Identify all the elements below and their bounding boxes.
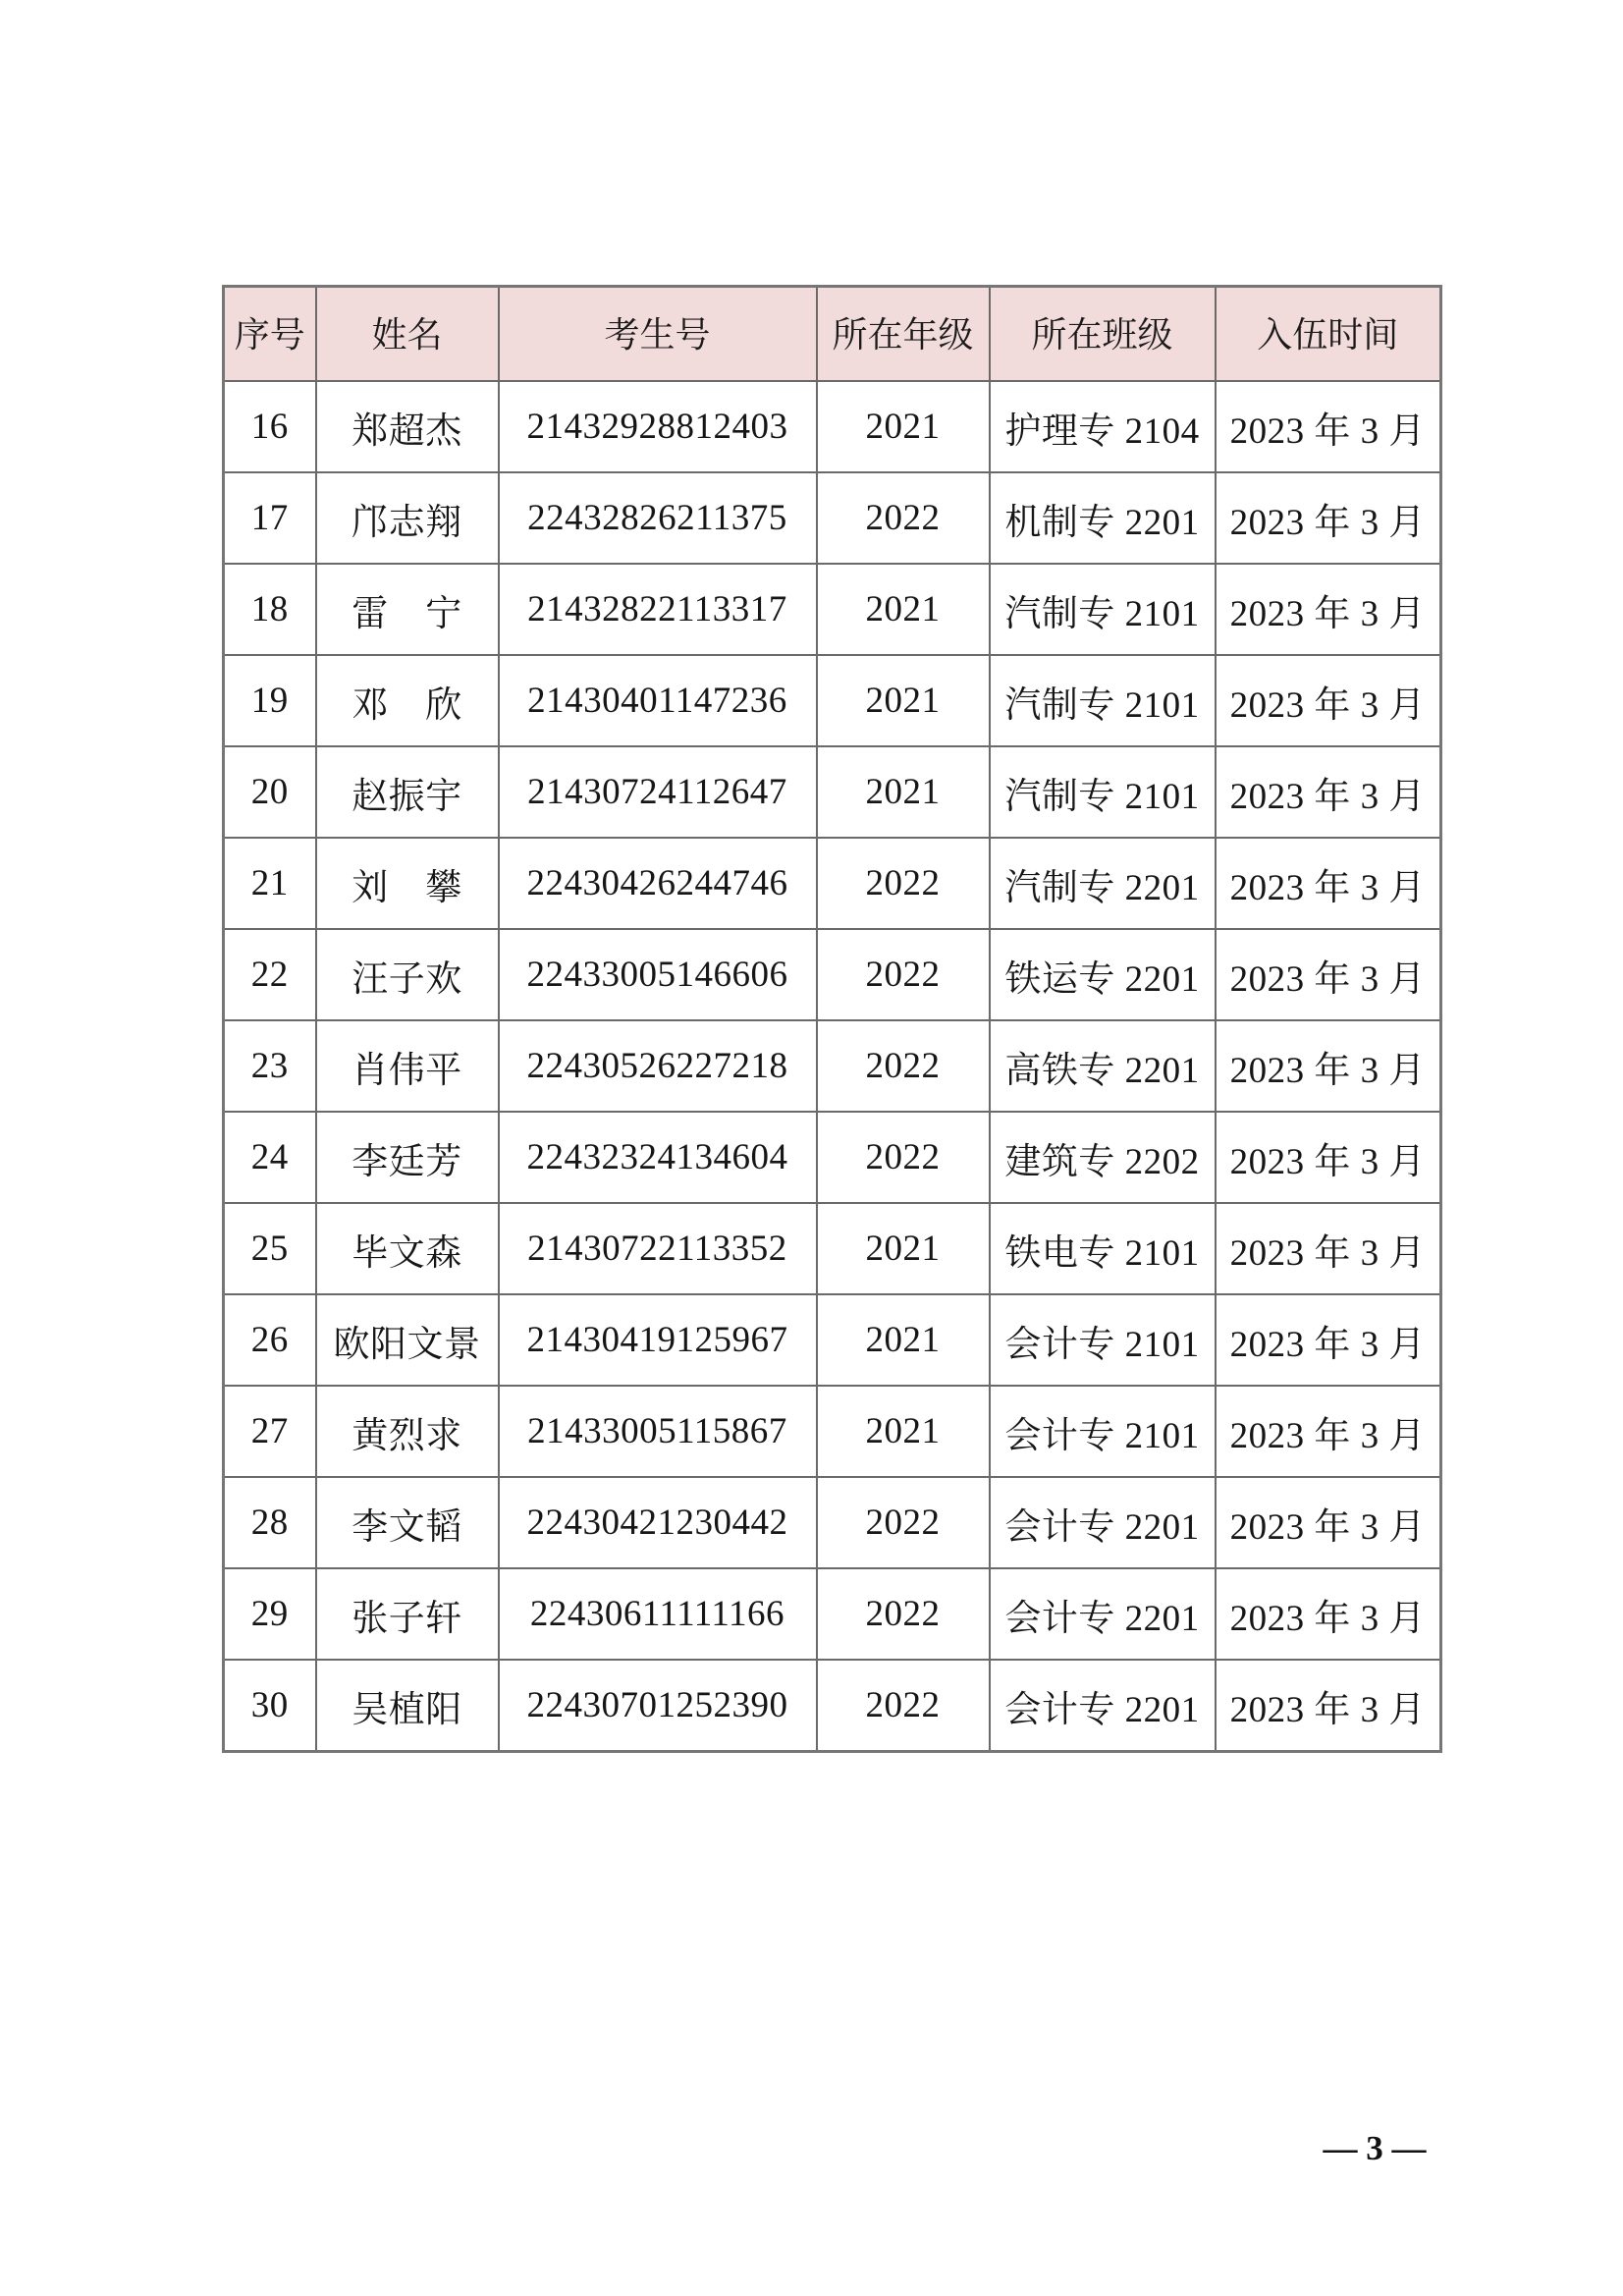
cell-grade: 2022	[817, 1568, 990, 1660]
cell-grade: 2022	[817, 1660, 990, 1752]
table-row	[224, 381, 1441, 472]
cell-enlist-date: 2023 年 3 月	[1216, 1477, 1441, 1568]
cell-no: 18	[224, 564, 316, 655]
cell-name: 毕文森	[316, 1203, 499, 1294]
cell-enlist-date: 2023 年 3 月	[1216, 746, 1441, 838]
cell-name: 刘 攀	[316, 838, 499, 929]
cell-name: 雷 宁	[316, 564, 499, 655]
cell-class-name: 会计专 2101	[990, 1386, 1216, 1477]
cell-grade: 2021	[817, 381, 990, 472]
cell-candidate-no: 21433005115867	[499, 1386, 817, 1477]
page-number: — 3 —	[1323, 2129, 1427, 2167]
cell-enlist-date: 2023 年 3 月	[1216, 838, 1441, 929]
table-row	[224, 472, 1441, 564]
cell-candidate-no: 21430724112647	[499, 746, 817, 838]
cell-enlist-date: 2023 年 3 月	[1216, 1660, 1441, 1752]
header-name: 姓名	[316, 287, 499, 382]
cell-class-name: 建筑专 2202	[990, 1112, 1216, 1203]
table-row	[224, 1112, 1441, 1203]
cell-name: 张子轩	[316, 1568, 499, 1660]
cell-candidate-no: 22430701252390	[499, 1660, 817, 1752]
cell-no: 24	[224, 1112, 316, 1203]
cell-enlist-date: 2023 年 3 月	[1216, 1386, 1441, 1477]
cell-grade: 2021	[817, 746, 990, 838]
cell-enlist-date: 2023 年 3 月	[1216, 1020, 1441, 1112]
cell-candidate-no: 21432822113317	[499, 564, 817, 655]
cell-class-name: 会计专 2201	[990, 1660, 1216, 1752]
cell-grade: 2021	[817, 655, 990, 746]
cell-class-name: 汽制专 2201	[990, 838, 1216, 929]
cell-candidate-no: 22430426244746	[499, 838, 817, 929]
cell-no: 17	[224, 472, 316, 564]
enlistment-roster-table	[222, 285, 1442, 1753]
header-class: 所在班级	[990, 287, 1216, 382]
cell-enlist-date: 2023 年 3 月	[1216, 929, 1441, 1020]
cell-class-name: 护理专 2104	[990, 381, 1216, 472]
cell-grade: 2021	[817, 1203, 990, 1294]
table-row	[224, 1477, 1441, 1568]
header-serial-number: 序号	[224, 287, 316, 382]
cell-name: 汪子欢	[316, 929, 499, 1020]
cell-grade: 2022	[817, 472, 990, 564]
cell-enlist-date: 2023 年 3 月	[1216, 381, 1441, 472]
cell-enlist-date: 2023 年 3 月	[1216, 655, 1441, 746]
cell-candidate-no: 22430611111166	[499, 1568, 817, 1660]
header-enlist-date: 入伍时间	[1216, 287, 1441, 382]
cell-name: 欧阳文景	[316, 1294, 499, 1386]
table-header-row	[224, 287, 1441, 382]
cell-candidate-no: 22433005146606	[499, 929, 817, 1020]
cell-grade: 2022	[817, 1477, 990, 1568]
cell-name: 黄烈求	[316, 1386, 499, 1477]
cell-no: 27	[224, 1386, 316, 1477]
cell-candidate-no: 21430722113352	[499, 1203, 817, 1294]
cell-no: 30	[224, 1660, 316, 1752]
cell-name: 邝志翔	[316, 472, 499, 564]
cell-grade: 2022	[817, 838, 990, 929]
cell-no: 26	[224, 1294, 316, 1386]
cell-name: 吴植阳	[316, 1660, 499, 1752]
cell-name: 肖伟平	[316, 1020, 499, 1112]
cell-candidate-no: 22432826211375	[499, 472, 817, 564]
cell-enlist-date: 2023 年 3 月	[1216, 1112, 1441, 1203]
cell-class-name: 汽制专 2101	[990, 564, 1216, 655]
cell-candidate-no: 21430419125967	[499, 1294, 817, 1386]
cell-class-name: 高铁专 2201	[990, 1020, 1216, 1112]
cell-enlist-date: 2023 年 3 月	[1216, 472, 1441, 564]
cell-candidate-no: 22432324134604	[499, 1112, 817, 1203]
cell-enlist-date: 2023 年 3 月	[1216, 564, 1441, 655]
table-row	[224, 838, 1441, 929]
cell-no: 20	[224, 746, 316, 838]
cell-grade: 2022	[817, 1020, 990, 1112]
header-candidate-number: 考生号	[499, 287, 817, 382]
cell-no: 22	[224, 929, 316, 1020]
cell-name: 李文韬	[316, 1477, 499, 1568]
table-row	[224, 564, 1441, 655]
cell-candidate-no: 22430421230442	[499, 1477, 817, 1568]
cell-name: 邓 欣	[316, 655, 499, 746]
cell-enlist-date: 2023 年 3 月	[1216, 1294, 1441, 1386]
cell-candidate-no: 21432928812403	[499, 381, 817, 472]
cell-grade: 2021	[817, 1386, 990, 1477]
table-row	[224, 1294, 1441, 1386]
cell-class-name: 铁电专 2101	[990, 1203, 1216, 1294]
cell-enlist-date: 2023 年 3 月	[1216, 1203, 1441, 1294]
cell-no: 21	[224, 838, 316, 929]
cell-class-name: 铁运专 2201	[990, 929, 1216, 1020]
cell-class-name: 汽制专 2101	[990, 655, 1216, 746]
cell-no: 28	[224, 1477, 316, 1568]
cell-class-name: 会计专 2201	[990, 1477, 1216, 1568]
cell-grade: 2021	[817, 564, 990, 655]
table-row	[224, 1203, 1441, 1294]
cell-class-name: 会计专 2101	[990, 1294, 1216, 1386]
cell-grade: 2022	[817, 929, 990, 1020]
cell-name: 郑超杰	[316, 381, 499, 472]
cell-name: 赵振宇	[316, 746, 499, 838]
header-grade: 所在年级	[817, 287, 990, 382]
table-row	[224, 929, 1441, 1020]
cell-no: 16	[224, 381, 316, 472]
cell-candidate-no: 21430401147236	[499, 655, 817, 746]
cell-no: 23	[224, 1020, 316, 1112]
table-row	[224, 746, 1441, 838]
table-row	[224, 1660, 1441, 1752]
cell-no: 19	[224, 655, 316, 746]
cell-enlist-date: 2023 年 3 月	[1216, 1568, 1441, 1660]
table-row	[224, 1386, 1441, 1477]
table-row	[224, 1020, 1441, 1112]
cell-name: 李廷芳	[316, 1112, 499, 1203]
cell-no: 25	[224, 1203, 316, 1294]
table-body	[224, 381, 1441, 1752]
cell-class-name: 汽制专 2101	[990, 746, 1216, 838]
cell-grade: 2022	[817, 1112, 990, 1203]
cell-grade: 2021	[817, 1294, 990, 1386]
table-row	[224, 1568, 1441, 1660]
cell-no: 29	[224, 1568, 316, 1660]
table-row	[224, 655, 1441, 746]
cell-candidate-no: 22430526227218	[499, 1020, 817, 1112]
cell-class-name: 机制专 2201	[990, 472, 1216, 564]
cell-class-name: 会计专 2201	[990, 1568, 1216, 1660]
